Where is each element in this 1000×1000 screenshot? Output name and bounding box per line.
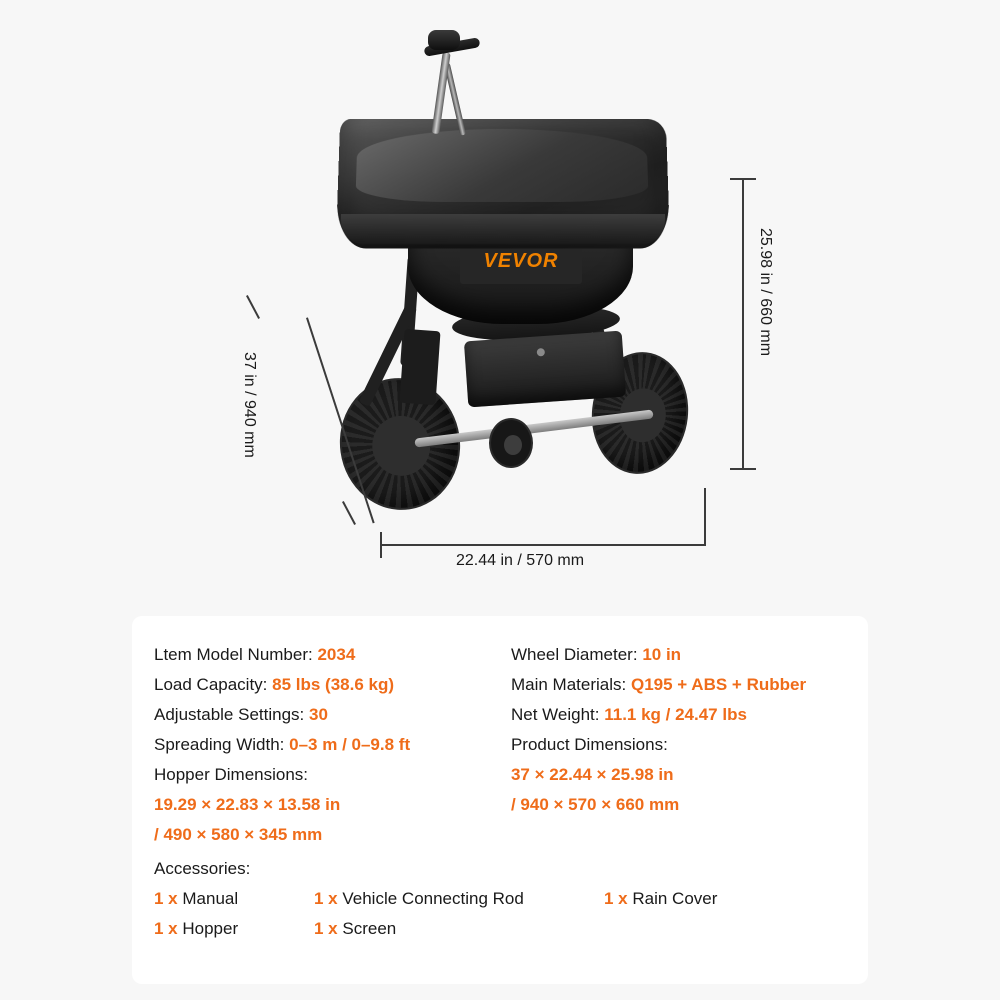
spec-value-product-dimensions-in: 37 × 22.44 × 25.98 in: [510, 765, 674, 784]
frame-side-plate: [399, 329, 440, 405]
accessories-column-2: [314, 884, 604, 944]
length-dimension-tick-top: [246, 295, 260, 319]
spec-row-product-dimensions: [511, 730, 850, 760]
accessory-rain-cover-name: Rain Cover: [632, 889, 718, 908]
rain-cover-hem: [340, 214, 666, 244]
handle-knob: [428, 30, 460, 50]
spec-value-hopper-dimensions-mm: / 490 × 580 × 345 mm: [154, 825, 323, 844]
height-dimension-tick-bottom: [730, 468, 756, 470]
spec-row-net-weight: [511, 700, 850, 730]
accessory-rain-cover-qty: 1 x: [604, 889, 628, 908]
length-dimension-label: [240, 352, 258, 458]
accessory-vehicle-connecting-rod-name: Vehicle Connecting Rod: [342, 889, 524, 908]
spec-value-hopper-dimensions-in: 19.29 × 22.83 × 13.58 in: [154, 795, 341, 814]
caster-wheel: [489, 418, 533, 468]
wheel-hub: [504, 435, 522, 455]
height-dimension-line: [742, 178, 744, 470]
spec-row-model: [154, 640, 511, 670]
spec-label-wheel-diameter: Wheel Diameter:: [510, 645, 638, 664]
accessories-column-1: [154, 884, 314, 944]
length-dimension-tick-bottom: [342, 501, 356, 525]
spec-value-wheel-diameter: 10 in: [642, 645, 682, 664]
width-dimension-line: [380, 544, 706, 546]
spec-row-main-materials: [511, 670, 850, 700]
width-dimension-tick-right: [704, 488, 706, 546]
gearbox-housing: [464, 331, 626, 408]
rain-cover-top: [355, 129, 648, 202]
spec-label-spreading-width: Spreading Width:: [154, 735, 285, 754]
spec-value-product-dimensions-mm: / 940 × 570 × 660 mm: [510, 795, 680, 814]
height-dimension-label: 25.98 in / 660 mm: [757, 228, 774, 357]
spec-columns: [154, 640, 850, 850]
rain-cover: [336, 119, 671, 248]
accessories-label: Accessories:: [154, 859, 251, 878]
spec-row-adjustable-settings: [154, 700, 511, 730]
spec-label-adjustable-settings: Adjustable Settings:: [154, 705, 305, 724]
spec-value-model: 2034: [317, 645, 356, 664]
spec-column-left: [154, 640, 511, 850]
spec-row-load-capacity: [154, 670, 511, 700]
accessory-hopper: [154, 914, 314, 944]
spec-row-wheel-diameter: [511, 640, 850, 670]
spec-label-main-materials: Main Materials:: [510, 675, 627, 694]
spec-label-hopper-dimensions: Hopper Dimensions:: [154, 765, 309, 784]
spec-value-spreading-width: 0–3 m / 0–9.8 ft: [289, 735, 411, 754]
height-dimension-tick-top: [730, 178, 756, 180]
accessory-vehicle-connecting-rod: [314, 884, 604, 914]
spec-value-main-materials: Q195 + ABS + Rubber: [630, 675, 807, 694]
specification-card: [132, 616, 868, 984]
spec-label-model: Ltem Model Number:: [154, 645, 313, 664]
spec-value-adjustable-settings: 30: [309, 705, 328, 724]
spec-value-load-capacity: 85 lbs (38.6 kg): [272, 675, 395, 694]
spec-value-net-weight: 11.1 kg / 24.47 lbs: [604, 705, 747, 724]
spec-row-spreading-width: [154, 730, 511, 760]
accessory-screen-name: Screen: [342, 919, 397, 938]
spec-row-hopper-dimensions: [154, 760, 511, 790]
brand-logo: VEVOR: [483, 249, 559, 272]
length-dimension-label-text: 37 in / 940 mm: [241, 352, 258, 458]
accessory-hopper-qty: 1 x: [154, 919, 178, 938]
accessory-screen: [314, 914, 604, 944]
gearbox-screw: [537, 348, 546, 357]
spec-label-net-weight: Net Weight:: [510, 705, 600, 724]
spec-label-load-capacity: Load Capacity:: [154, 675, 268, 694]
accessory-rain-cover: [604, 884, 844, 914]
spec-label-product-dimensions: Product Dimensions:: [510, 735, 668, 754]
accessory-screen-qty: 1 x: [314, 919, 338, 938]
width-dimension-tick-left: [380, 532, 382, 558]
accessory-vehicle-connecting-rod-qty: 1 x: [314, 889, 338, 908]
width-dimension-label: 22.44 in / 570 mm: [456, 552, 585, 569]
accessory-manual-name: Manual: [182, 889, 239, 908]
accessory-manual: [154, 884, 314, 914]
specification-content: [154, 640, 850, 970]
spec-column-right: [511, 640, 850, 850]
accessory-hopper-name: Hopper: [182, 919, 239, 938]
accessories-column-3: [604, 884, 844, 944]
accessory-manual-qty: 1 x: [154, 889, 178, 908]
accessories-grid: [154, 884, 850, 944]
